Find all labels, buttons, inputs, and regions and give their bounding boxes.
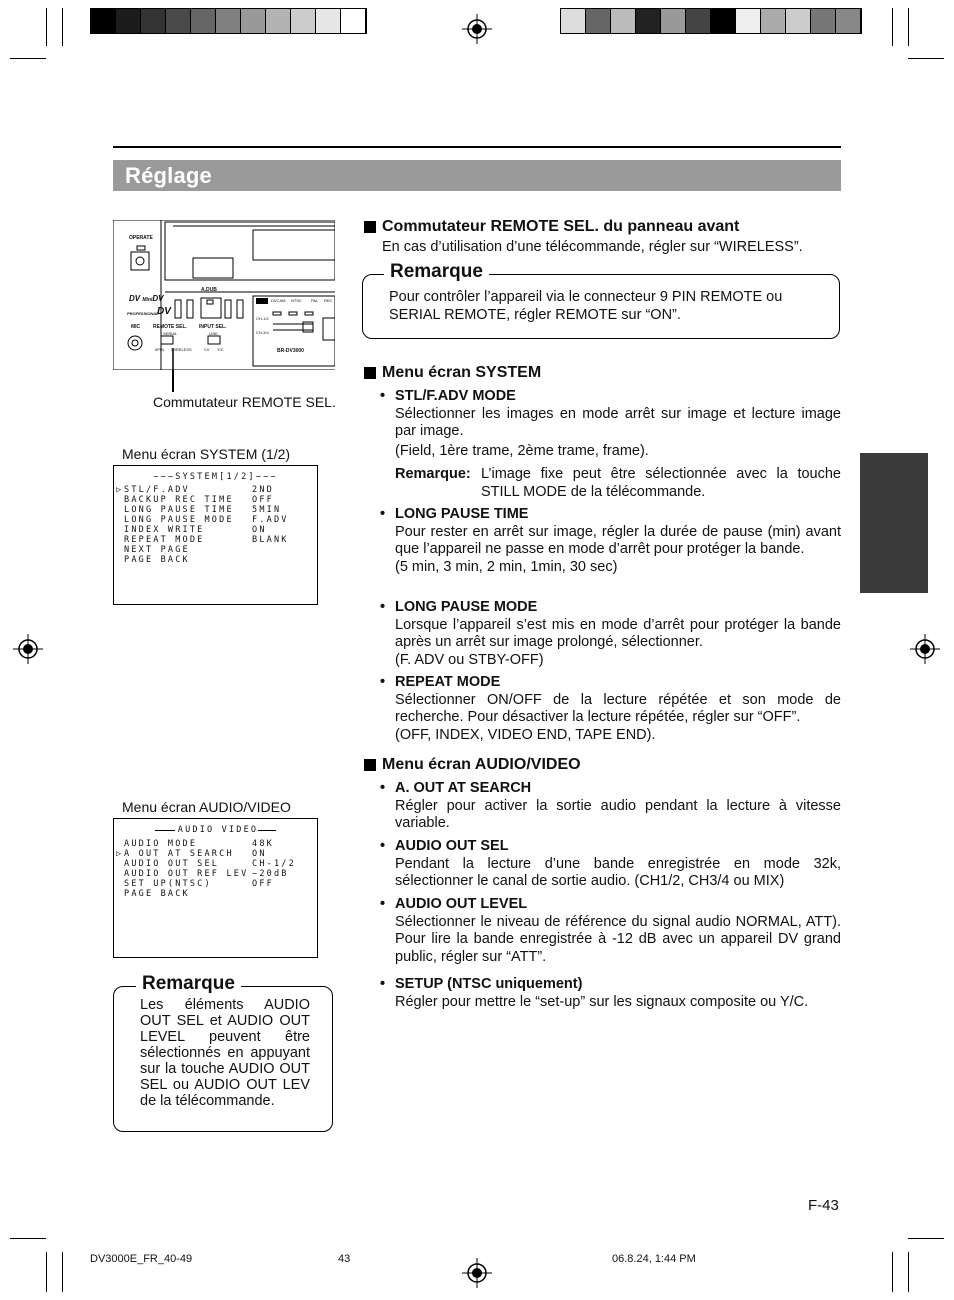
- device-caption: Commutateur REMOTE SEL.: [153, 394, 336, 410]
- footer-sheet: 43: [338, 1253, 351, 1265]
- line-label: LINE: [209, 331, 218, 336]
- remarque-box-left: [113, 973, 333, 1132]
- input-sel-label: INPUT SEL.: [199, 324, 227, 330]
- yc-label: Y/C: [217, 347, 224, 352]
- section-title-bar: [113, 160, 841, 191]
- wireless-label: WIRELESS: [171, 347, 192, 352]
- system-item-long-pause-mode: • LONG PAUSE MODE Lorsque l’appareil s’est mis en mode d’arrêt pour protéger la bande après un arrêt sur image prolongé, sélectionner. (F. ADV ou STBY-OFF): [380, 599, 841, 669]
- registration-mark-icon: [462, 1258, 492, 1288]
- system-item-repeat-mode: • REPEAT MODE Sélectionner ON/OFF de la lecture répétée et son mode de recherche. Pour désactiver la lecture répétée, régler sur “OFF”. (OFF, INDEX, VIDEO END, TAPE END).: [380, 674, 841, 744]
- audio-item-out-sel: • AUDIO OUT SEL Pendant la lecture d’une bande enregistrée en mode 32k, sélectionner le canal de sortie audio. (CH1/2, CH3/4 ou MIX): [380, 838, 841, 891]
- page-number: F-43: [808, 1197, 839, 1214]
- top-rule: [113, 146, 841, 148]
- osd-row: STL/F.ADV 2ND: [124, 485, 274, 495]
- osd-cursor-icon: ▷: [116, 485, 124, 495]
- device-front-panel: [113, 220, 335, 370]
- osd-row: NEXT PAGE: [124, 545, 190, 555]
- serial-label: SERIAL: [163, 331, 178, 336]
- system-menu-heading: Menu écran SYSTEM: [364, 364, 541, 382]
- callout-line: [172, 370, 174, 392]
- side-tab: [860, 453, 928, 593]
- adub-label: A.DUB: [201, 287, 217, 293]
- registration-mark-icon: [910, 634, 940, 664]
- osd-row: LONG PAUSE MODE F.ADV: [124, 515, 289, 525]
- remarque-left-text: Les éléments AUDIO OUT SEL et AUDIO OUT LEVEL peuvent être sélectionnés en appuyant sur la touche AUDIO OUT SEL ou AUDIO OUT LEV de la télécommande.: [140, 997, 310, 1109]
- footer-timestamp: 06.8.24, 1:44 PM: [612, 1253, 696, 1265]
- mic-label: MIC: [131, 324, 141, 330]
- osd-row: PAGE BACK: [124, 555, 190, 565]
- osd-cursor-icon: ▷: [116, 849, 124, 859]
- audio-item-out-level: • AUDIO OUT LEVEL Sélectionner le niveau de référence du signal audio NORMAL, ATT). Pour lire la bande enregistrée à -12 dB avec un appareil DV grand public, régler sur “ATT”.: [380, 896, 841, 966]
- cv-label: CV: [204, 347, 210, 352]
- ch12-label: CH-1/2: [256, 316, 269, 321]
- dv-logo: DV MiniDV: [129, 294, 164, 303]
- audio-menu-heading: Menu écran AUDIO/VIDEO: [364, 756, 581, 774]
- osd-row: AUDIO MODE 48K: [124, 839, 274, 849]
- remote-sel-label: REMOTE SEL.: [153, 324, 187, 330]
- registration-mark-icon: [13, 634, 43, 664]
- osd-row: BACKUP REC TIME OFF: [124, 495, 274, 505]
- audio-item-a-out: • A. OUT AT SEARCH Régler pour activer la sortie audio pendant la lecture à vitesse variable.: [380, 780, 841, 833]
- square-bullet-icon: [364, 221, 376, 233]
- system-item-long-pause-time: • LONG PAUSE TIME Pour rester en arrêt sur image, régler la durée de pause (min) avant que l’appareil ne passe en mode d’arrêt pour protéger la bande. (5 min, 3 min, 2 min, 1min, 30 sec): [380, 506, 841, 576]
- ch34-label: CH-3/4: [256, 330, 269, 335]
- osd-row: AUDIO OUT SEL CH-1/2: [124, 859, 296, 869]
- osd-row: PAGE BACK: [124, 889, 190, 899]
- osd-row: REPEAT MODE BLANK: [124, 535, 289, 545]
- remarque-right-text: Pour contrôler l’appareil via le connecteur 9 PIN REMOTE ou SERIAL REMOTE, régler REMOTE sur “ON”.: [389, 289, 783, 323]
- square-bullet-icon: [364, 367, 376, 379]
- audio-item-setup: • SETUP (NTSC uniquement) Régler pour mettre le “set-up” sur les signaux composite ou Y/C.: [380, 976, 841, 1011]
- color-bar-right: [560, 8, 862, 34]
- footer-file: DV3000E_FR_40-49: [90, 1253, 193, 1265]
- section-title: Réglage: [125, 163, 212, 188]
- osd-audio-caption: Menu écran AUDIO/VIDEO: [122, 799, 291, 815]
- osd-system-screen: [113, 465, 318, 605]
- pin9-label: 9PIN: [155, 347, 164, 352]
- osd-audio-screen: [113, 818, 318, 958]
- pal-label: PAL: [311, 298, 319, 303]
- remarque-box-right: [362, 261, 840, 339]
- dvcam-label: DVCAM: [271, 298, 286, 303]
- square-bullet-icon: [364, 759, 376, 771]
- osd-system-caption: Menu écran SYSTEM (1/2): [122, 446, 291, 462]
- color-bar-left: [90, 8, 367, 34]
- model-label: BR-DV3000: [277, 348, 304, 354]
- dv-logo-large: DV: [157, 306, 171, 317]
- osd-row: A OUT AT SEARCH ON: [124, 849, 267, 859]
- system-item-stl: • STL/F.ADV MODE Sélectionner les images en mode arrêt sur image et lecture image par image. (Field, 1ère trame, 2ème trame, frame). Remarque: L’image fixe peut être sélectionnée avec la touche STILL MODE de la télécommande.: [380, 388, 841, 501]
- osd-row: INDEX WRITE ON: [124, 525, 267, 535]
- registration-mark-icon: [462, 14, 492, 44]
- osd-row: LONG PAUSE TIME 5MIN: [124, 505, 282, 515]
- professional-label: PROFESSIONAL: [127, 311, 159, 316]
- rec-label: REC: [324, 298, 333, 303]
- remote-sel-text: En cas d’utilisation d’une télécommande, régler sur “WIRELESS”.: [382, 239, 803, 255]
- remote-sel-heading: Commutateur REMOTE SEL. du panneau avant: [364, 218, 739, 236]
- osd-row: AUDIO OUT REF LEV −20dB: [124, 869, 289, 879]
- osd-system-header: −−−SYSTEM[1/2]−−−: [153, 472, 278, 482]
- operate-label: OPERATE: [129, 235, 153, 241]
- osd-row: SET UP(NTSC) OFF: [124, 879, 274, 889]
- remarque-label: Remarque: [384, 261, 489, 283]
- stl-note: Remarque: L’image fixe peut être sélectionnée avec la touche STILL MODE de la télécommande.: [395, 466, 841, 500]
- ntsc-label: NTSC: [291, 298, 302, 303]
- remarque-label: Remarque: [136, 973, 241, 995]
- osd-audio-header: AUDIO VIDEO: [114, 825, 317, 835]
